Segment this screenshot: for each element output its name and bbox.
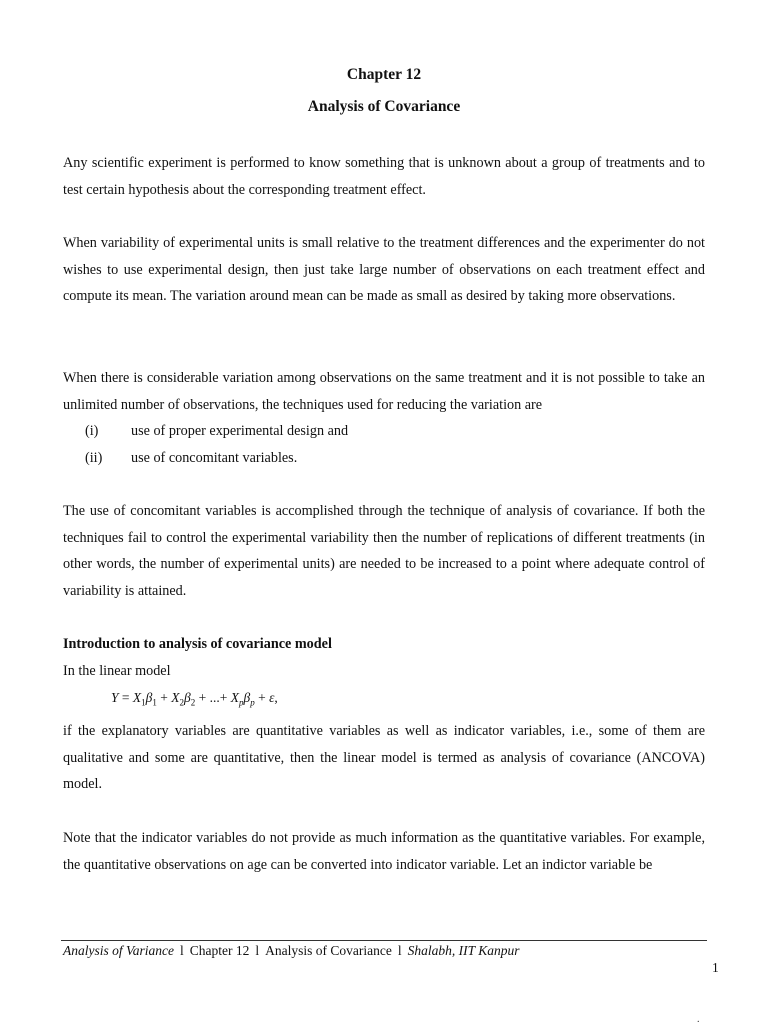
footer (63, 943, 520, 959)
footer-separator: l (255, 943, 260, 958)
page-number: 1 (712, 960, 719, 975)
paragraph-5: if the explanatory variables are quantitative variables as well as indicator variables, i.e., some of them are qualitative and some are quantitative, then the linear model is termed as analysis of covariance (ANCOVA) model. (63, 723, 705, 793)
footer-separator: l (180, 943, 184, 958)
list-text: use of proper experimental design and (131, 423, 349, 439)
equation-subscript: p (250, 697, 255, 708)
linear-model-equation (111, 690, 278, 706)
footer-chapter: Chapter 12 (189, 943, 250, 958)
list-marker: (i) (85, 423, 99, 439)
list-marker: (ii) (85, 450, 103, 466)
equation-term: X (132, 690, 142, 705)
equation-operator: + (254, 690, 270, 705)
equation-operator: + (156, 690, 172, 705)
footer-topic: Analysis of Covariance (265, 943, 392, 958)
equation-operator: + ...+ (195, 690, 231, 705)
equation-term: β (184, 690, 191, 705)
paragraph-2: When variability of experimental units is small relative to the treatment differences and the experimenter do not wishes to use experimental design, then just take large number of observations on each treatment effect and compute its mean. The variation around mean can be made as small as desired by taking more observations. (63, 235, 705, 305)
equation-term: X (230, 690, 239, 705)
equation-error-term: ε (269, 690, 275, 705)
equation-subscript: 2 (190, 697, 196, 708)
equation-subscript: 2 (179, 697, 184, 708)
paragraph-6: Note that the indicator variables do not provide as much information as the quantitative variables. For example, the quantitative observations on age can be converted into indicator variable. Let an indictor variable be (63, 830, 705, 873)
paragraph-4: The use of concomitant variables is accomplished through the technique of analysis of covariance. If both the techniques fail to control the experimental variability then the number of replications of different treatments (in other words, the number of experimental units) are needed to be increased to a point where adequate control of variability is attained. (63, 503, 705, 600)
chapter-title: Analysis of Covariance (307, 98, 461, 115)
paragraph-1: Any scientific experiment is performed to know something that is unknown about a group of treatments and to test certain hypothesis about the corresponding treatment effect. (63, 155, 705, 198)
equation-lhs: Y (111, 690, 119, 705)
page-dot: . (697, 1014, 700, 1025)
footer-author: Shalabh, IIT Kanpur (407, 943, 520, 958)
equation-subscript: 1 (152, 697, 157, 708)
equation-subscript: p (238, 697, 244, 708)
section-intro-line: In the linear model (63, 663, 171, 679)
equation-term: β (243, 690, 251, 705)
footer-separator: l (397, 943, 402, 958)
section-heading: Introduction to analysis of covariance model (63, 636, 332, 652)
equation-subscript: 1 (141, 697, 146, 708)
equation-trailing: , (274, 690, 278, 705)
list-text: use of concomitant variables. (131, 450, 298, 466)
paragraph-3: When there is considerable variation among observations on the same treatment and it is not possible to take an unlimited number of observations, the techniques used for reducing the variation are (63, 370, 705, 413)
equation-term: X (171, 690, 180, 705)
footer-course: Analysis of Variance (63, 943, 174, 958)
footer-rule (61, 940, 707, 941)
equation-equals: = (118, 690, 133, 705)
chapter-number: Chapter 12 (346, 66, 422, 83)
equation-term: β (145, 690, 153, 705)
